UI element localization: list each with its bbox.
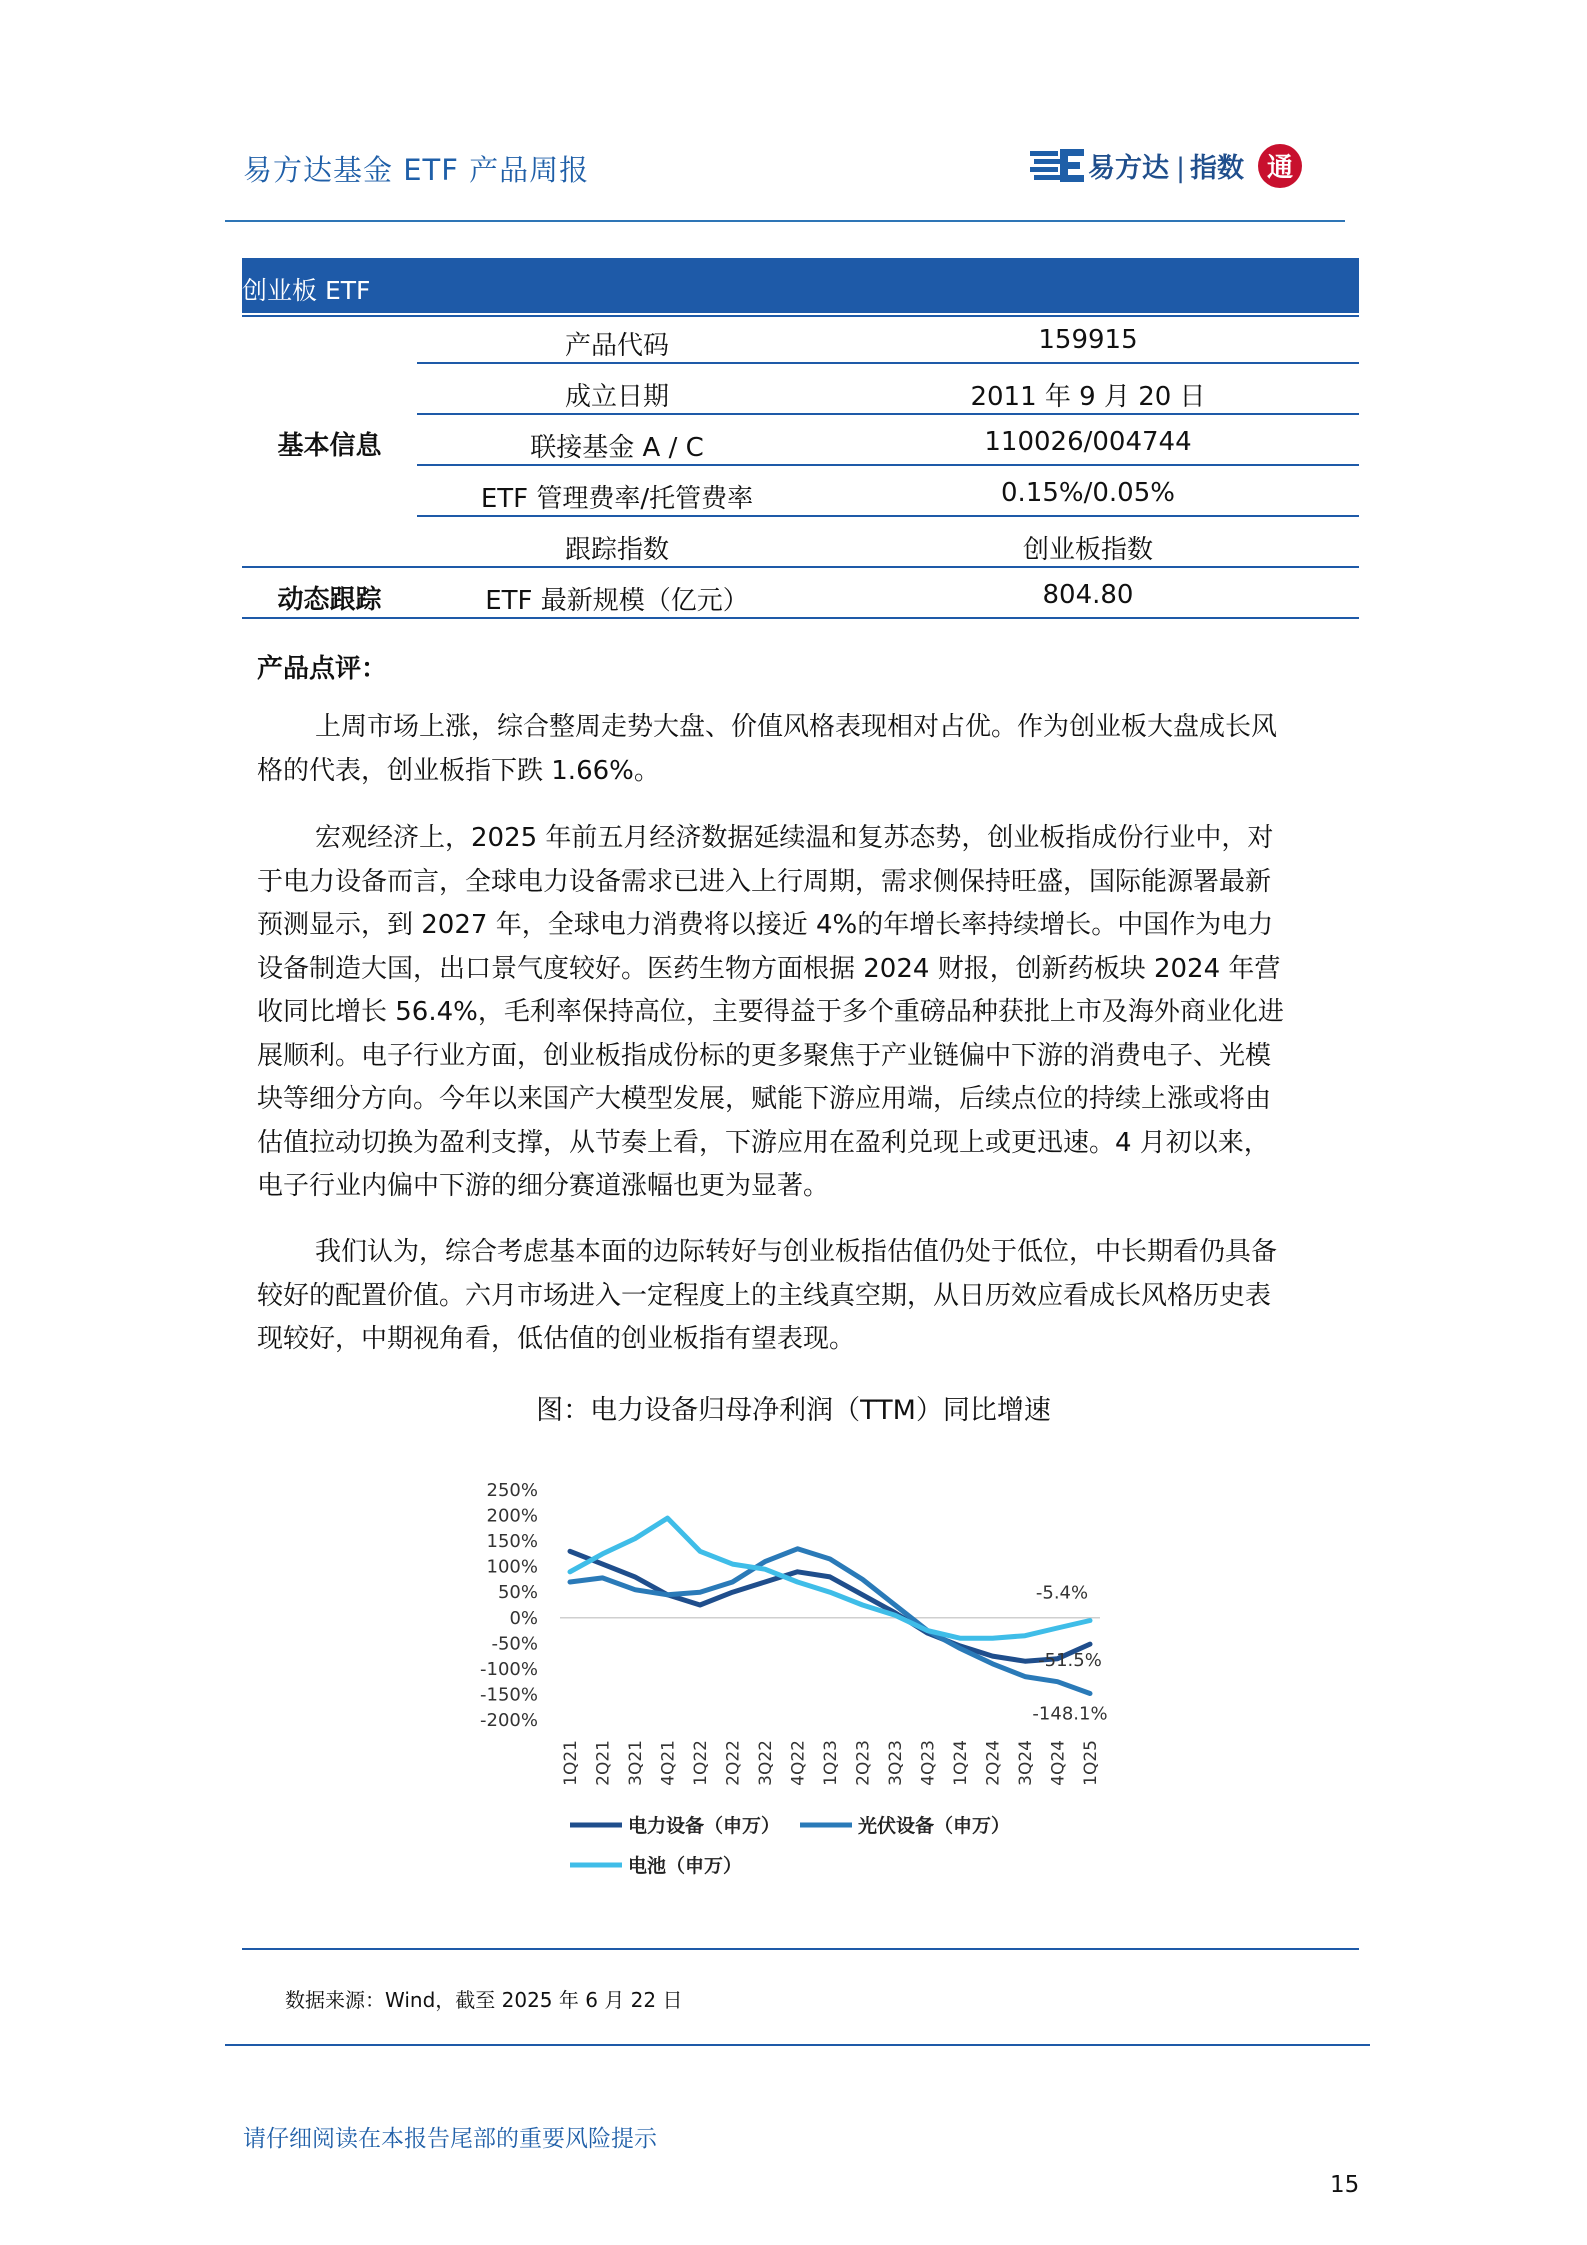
profit-growth-chart	[460, 1470, 1180, 1890]
legend-label: 电池（申万）	[628, 1855, 743, 1877]
review-heading: 产品点评：	[257, 654, 388, 684]
y-axis-ticks	[480, 1480, 538, 1731]
row-value: 159915	[1038, 325, 1138, 355]
y-tick-label: 200%	[486, 1505, 538, 1527]
series-line	[570, 1551, 1090, 1661]
y-tick-label: -150%	[480, 1684, 538, 1706]
y-tick-label: -100%	[480, 1658, 538, 1680]
row-label: ETF 最新规模（亿元）	[485, 586, 749, 616]
paragraph-line: 预测显示，到 2027 年，全球电力消费将以接近 4%的年增长率持续增长。中国作为电力	[257, 910, 1274, 940]
x-tick-label: 2Q21	[593, 1740, 614, 1786]
data-source: 数据来源：Wind，截至 2025 年 6 月 22 日	[285, 1988, 683, 2012]
page-number: 15	[1330, 2172, 1360, 2198]
x-tick-label: 1Q21	[561, 1740, 581, 1786]
review-paragraph-1	[257, 706, 1347, 793]
end-labels	[1032, 1583, 1107, 1725]
x-tick-label: 3Q21	[626, 1740, 646, 1786]
paragraph-line: 电子行业内偏中下游的细分赛道涨幅也更为显著。	[257, 1171, 830, 1201]
series-end-label: -5.4%	[1035, 1582, 1089, 1604]
paragraph-line: 格的代表，创业板指下跌 1.66%。	[257, 755, 660, 786]
series-end-label: -148.1%	[1032, 1703, 1108, 1725]
row-value: 创业板指数	[1022, 535, 1153, 565]
logo-badge-text: 通	[1266, 153, 1294, 183]
x-tick-label: 4Q21	[658, 1740, 679, 1786]
logo-stripes-icon	[1030, 149, 1084, 182]
x-axis-ticks	[561, 1740, 1101, 1786]
row-value: 0.15%/0.05%	[1001, 478, 1175, 508]
x-tick-label: 1Q24	[951, 1740, 971, 1786]
paragraph-line: 展顺利。电子行业方面，创业板指成份标的更多聚焦于产业链偏中下游的消费电子、光模	[257, 1040, 1272, 1071]
x-tick-label: 1Q25	[1081, 1740, 1101, 1786]
y-tick-label: 100%	[486, 1556, 538, 1578]
group-label-dynamic: 动态跟踪	[277, 585, 382, 615]
x-tick-label: 3Q24	[1016, 1740, 1036, 1786]
source-divider-top	[242, 1948, 1359, 1950]
review-paragraph-3	[257, 1231, 1347, 1362]
y-tick-label: 0%	[509, 1607, 538, 1629]
legend-label: 电力设备（申万）	[628, 1815, 781, 1837]
brand-logo	[1030, 137, 1305, 195]
row-divider	[242, 617, 1359, 619]
review-paragraph-2	[257, 817, 1347, 1209]
paragraph-line: 较好的配置价值。六月市场进入一定程度上的主线真空期，从日历效应看成长风格历史表	[257, 1280, 1272, 1311]
group-label-basic: 基本信息	[277, 431, 382, 461]
x-tick-label: 2Q22	[723, 1740, 744, 1786]
row-label: 跟踪指数	[564, 535, 669, 565]
row-value: 804.80	[1042, 580, 1134, 610]
risk-notice: 请仔细阅读在本报告尾部的重要风险提示	[243, 2126, 657, 2152]
figure-title: 图：电力设备归母净利润（TTM）同比增速	[536, 1395, 1051, 1426]
row-value: 110026/004744	[984, 427, 1192, 457]
paragraph-line: 收同比增长 56.4%，毛利率保持高位，主要得益于多个重磅品种获批上市及海外商业化进	[257, 997, 1284, 1027]
x-tick-label: 1Q23	[821, 1740, 841, 1786]
paragraph-line: 上周市场上涨，综合整周走势大盘、价值风格表现相对占优。作为创业板大盘成长风	[315, 712, 1278, 742]
paragraph-line: 估值拉动切换为盈利支撑，从节奏上看，下游应用在盈利兑现上或更迅速。4 月初以来，	[257, 1127, 1270, 1158]
row-label: 联接基金 A / C	[530, 433, 704, 463]
header-divider	[225, 220, 1345, 222]
series-end-label: -51.5%	[1038, 1650, 1102, 1672]
paragraph-line: 现较好，中期视角看，低估值的创业板指有望表现。	[257, 1324, 856, 1354]
table-row	[242, 313, 1359, 364]
x-tick-label: 3Q23	[886, 1740, 906, 1786]
y-tick-label: 50%	[497, 1582, 538, 1604]
x-tick-label: 4Q24	[1048, 1740, 1069, 1786]
table-row	[242, 364, 1359, 415]
chart-legend	[570, 1814, 1010, 1877]
row-label: ETF 管理费率/托管费率	[480, 484, 754, 514]
paragraph-line: 我们认为，综合考虑基本面的边际转好与创业板指估值仍处于低位，中长期看仍具备	[315, 1237, 1278, 1267]
x-tick-label: 3Q22	[756, 1740, 776, 1786]
paragraph-line: 块等细分方向。今年以来国产大模型发展，赋能下游应用端，后续点位的持续上涨或将由	[257, 1084, 1272, 1114]
row-value: 2011 年 9 月 20 日	[970, 382, 1206, 412]
series-line	[570, 1549, 1090, 1694]
paragraph-line: 宏观经济上，2025 年前五月经济数据延续温和复苏态势，创业板指成份行业中，对	[315, 823, 1274, 853]
source-divider-bottom	[225, 2044, 1370, 2046]
x-tick-label: 1Q22	[691, 1740, 711, 1786]
row-label: 产品代码	[564, 331, 669, 361]
table-row	[242, 517, 1359, 568]
report-title: 易方达基金 ETF 产品周报	[243, 153, 590, 187]
series-lines	[570, 1518, 1090, 1693]
x-tick-label: 4Q22	[788, 1740, 809, 1786]
x-tick-label: 2Q23	[853, 1740, 874, 1786]
logo-brand-text: 易方达	[1088, 153, 1169, 184]
legend-label: 光伏设备（申万）	[858, 1815, 1011, 1837]
table-row	[242, 466, 1359, 517]
logo-suffix-text: 指数	[1190, 153, 1244, 184]
x-tick-label: 2Q24	[983, 1740, 1004, 1786]
etf-name-bar	[242, 258, 1359, 313]
y-tick-label: 250%	[486, 1480, 538, 1501]
y-tick-label: 150%	[486, 1531, 538, 1553]
paragraph-line: 设备制造大国，出口景气度较好。医药生物方面根据 2024 财报，创新药板块 2024 年营	[257, 953, 1281, 984]
logo-separator: |	[1176, 153, 1186, 184]
y-tick-label: -50%	[491, 1633, 538, 1655]
x-tick-label: 4Q23	[918, 1740, 939, 1786]
row-label: 成立日期	[564, 382, 669, 412]
etf-name: 创业板 ETF	[242, 276, 371, 305]
y-tick-label: -200%	[480, 1710, 538, 1731]
paragraph-line: 于电力设备而言，全球电力设备需求已进入上行周期，需求侧保持旺盛，国际能源署最新	[257, 866, 1272, 897]
